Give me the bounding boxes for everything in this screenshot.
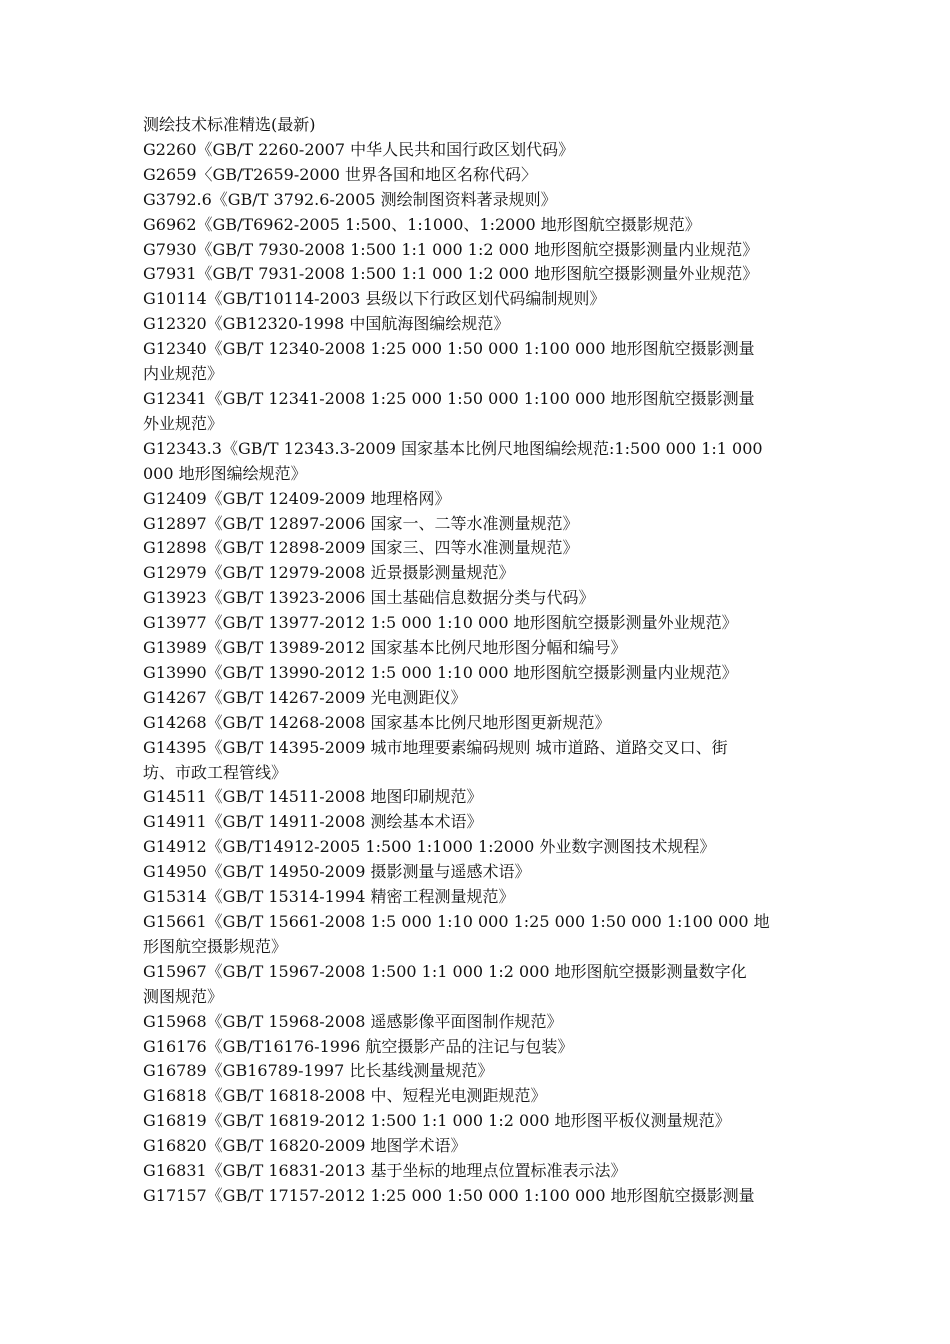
standard-line: G15661《GB/T 15661-2008 1:5 000 1:10 000 1:25 000 1:50 000 1:100 000 地	[143, 912, 770, 931]
standard-line: G14511《GB/T 14511-2008 地图印刷规范》	[143, 787, 483, 807]
standard-line: G12409《GB/T 12409-2009 地理格网》	[143, 488, 451, 508]
standard-line: G13989《GB/T 13989-2012 国家基本比例尺地形图分幅和编号》	[143, 638, 627, 658]
standard-line: G10114《GB/T10114-2003 县级以下行政区划代码编制规则》	[143, 289, 606, 309]
document-body	[143, 113, 811, 1209]
standard-line: G12897《GB/T 12897-2006 国家一、二等水准测量规范》	[143, 513, 579, 533]
standard-line: G14912《GB/T14912-2005 1:500 1:1000 1:2000 外业数字测图技术规程》	[143, 837, 716, 857]
standard-line: G15314《GB/T 15314-1994 精密工程测量规范》	[143, 887, 515, 907]
standard-line: 测图规范》	[143, 986, 224, 1006]
standard-line: G7931《GB/T 7931-2008 1:500 1:1 000 1:2 000 地形图航空摄影测量外业规范》	[143, 264, 759, 284]
standard-line: 内业规范》	[143, 364, 224, 384]
standard-line: G13990《GB/T 13990-2012 1:5 000 1:10 000 地形图航空摄影测量内业规范》	[143, 662, 738, 682]
standard-line: G16818《GB/T 16818-2008 中、短程光电测距规范》	[143, 1086, 547, 1106]
standard-line: G7930《GB/T 7930-2008 1:500 1:1 000 1:2 000 地形图航空摄影测量内业规范》	[143, 239, 759, 259]
standard-line: G14911《GB/T 14911-2008 测绘基本术语》	[143, 812, 483, 832]
standard-line: G14395《GB/T 14395-2009 城市地理要素编码规则 城市道路、道路交叉口、街	[143, 737, 728, 757]
standard-line: G12340《GB/T 12340-2008 1:25 000 1:50 000 1:100 000 地形图航空摄影测量	[143, 339, 755, 359]
standard-line: G16820《GB/T 16820-2009 地图学术语》	[143, 1136, 467, 1156]
standard-line: G12341《GB/T 12341-2008 1:25 000 1:50 000 1:100 000 地形图航空摄影测量	[143, 388, 755, 408]
standard-line: 形图航空摄影规范》	[143, 936, 288, 956]
standard-line: G16819《GB/T 16819-2012 1:500 1:1 000 1:2 000 地形图平板仪测量规范》	[143, 1111, 731, 1131]
standard-line: G6962《GB/T6962-2005 1:500、1:1000、1:2000 地形图航空摄影规范》	[143, 214, 701, 234]
standard-line: G12343.3《GB/T 12343.3-2009 国家基本比例尺地图编绘规范:1:500 000 1:1 000	[143, 438, 763, 458]
document-title: 测绘技术标准精选(最新)	[143, 115, 316, 134]
standard-line: G16789《GB16789-1997 比长基线测量规范》	[143, 1061, 494, 1081]
standard-line: 外业规范》	[143, 413, 224, 433]
standard-line: 坊、市政工程管线》	[143, 762, 288, 782]
standard-line: G14267《GB/T 14267-2009 光电测距仪》	[143, 687, 467, 707]
standards-list	[143, 138, 811, 1209]
standard-line: G13923《GB/T 13923-2006 国土基础信息数据分类与代码》	[143, 588, 595, 608]
standard-line: G15968《GB/T 15968-2008 遥感影像平面图制作规范》	[143, 1011, 563, 1031]
standard-line: G12898《GB/T 12898-2009 国家三、四等水准测量规范》	[143, 538, 579, 558]
standard-line: G17157《GB/T 17157-2012 1:25 000 1:50 000 1:100 000 地形图航空摄影测量	[143, 1185, 755, 1205]
standard-line: G14950《GB/T 14950-2009 摄影测量与遥感术语》	[143, 862, 531, 882]
standard-line: G16176《GB/T16176-1996 航空摄影产品的注记与包装》	[143, 1036, 574, 1056]
standard-line: 000 地形图编绘规范》	[143, 463, 307, 483]
standard-line: G16831《GB/T 16831-2013 基于坐标的地理点位置标准表示法》	[143, 1161, 627, 1181]
standard-line: G14268《GB/T 14268-2008 国家基本比例尺地形图更新规范》	[143, 712, 611, 732]
standard-line: G2659〈GB/T2659-2000 世界各国和地区名称代码〉	[143, 164, 538, 184]
standard-line: G15967《GB/T 15967-2008 1:500 1:1 000 1:2 000 地形图航空摄影测量数字化	[143, 961, 747, 981]
standard-line: G3792.6《GB/T 3792.6-2005 测绘制图资料著录规则》	[143, 189, 557, 209]
standard-line: G2260《GB/T 2260-2007 中华人民共和国行政区划代码》	[143, 139, 575, 159]
standard-line: G12320《GB12320-1998 中国航海图编绘规范》	[143, 314, 510, 334]
standard-line: G12979《GB/T 12979-2008 近景摄影测量规范》	[143, 563, 515, 583]
standard-line: G13977《GB/T 13977-2012 1:5 000 1:10 000 地形图航空摄影测量外业规范》	[143, 613, 738, 633]
